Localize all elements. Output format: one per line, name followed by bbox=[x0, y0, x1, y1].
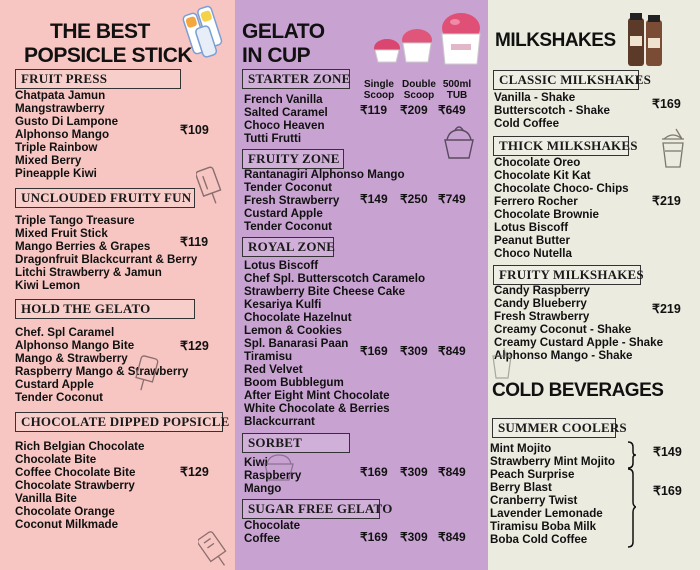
section-fruit-press: FRUIT PRESS bbox=[15, 69, 181, 89]
price-tub: ₹649 bbox=[438, 103, 466, 117]
price-single: ₹169 bbox=[360, 530, 388, 544]
list-item: Coffee Chocolate Bite bbox=[15, 466, 136, 479]
single-scoop-header: Single Scoop bbox=[363, 79, 395, 101]
list-item: Tutti Frutti bbox=[244, 132, 302, 145]
section-sugar-free-gelato: SUGAR FREE GELATO bbox=[242, 499, 380, 519]
list-item: Choco Nutella bbox=[494, 247, 572, 260]
section-unclouded-fruity-fun: UNCLOUDED FRUITY FUN bbox=[15, 188, 195, 208]
price-tub: ₹749 bbox=[438, 192, 466, 206]
cold-beverages-title: COLD BEVERAGES bbox=[492, 380, 664, 401]
list-item: Berry Blast bbox=[490, 481, 552, 494]
price-tub: ₹849 bbox=[438, 530, 466, 544]
sugar-free-list bbox=[244, 519, 300, 545]
fruity-milkshakes-list bbox=[494, 284, 663, 362]
section-fruity-zone: FRUITY ZONE bbox=[242, 149, 344, 169]
list-item: Tiramisu bbox=[244, 350, 293, 363]
list-item: Boba Cold Coffee bbox=[490, 533, 588, 546]
list-item: Cranberry Twist bbox=[490, 494, 578, 507]
list-item: Chatpata Jamun bbox=[15, 89, 106, 102]
list-item: Kiwi bbox=[244, 456, 268, 469]
list-item: Tender Coconut bbox=[15, 391, 104, 404]
drink-cup-outline-icon bbox=[490, 346, 514, 380]
gelato-column bbox=[235, 0, 488, 570]
popsicle-title-line2: POPSICLE STICK bbox=[24, 44, 193, 67]
price-single: ₹119 bbox=[360, 103, 387, 117]
section-starter-zone: STARTER ZONE bbox=[242, 69, 350, 89]
list-item: Creamy Custard Apple - Shake bbox=[494, 336, 664, 349]
list-item: Chocolate Hazelnut bbox=[244, 311, 352, 324]
list-item: Strawberry Mint Mojito bbox=[490, 455, 615, 468]
fruity-milkshakes-price: ₹219 bbox=[652, 302, 681, 316]
price-double: ₹209 bbox=[400, 103, 428, 117]
list-item: Choco Heaven bbox=[244, 119, 325, 132]
list-item: Lemon & Cookies bbox=[244, 324, 342, 337]
gelato-title-line1: GELATO bbox=[242, 20, 325, 43]
price-single: ₹169 bbox=[360, 465, 388, 479]
price-tub: ₹849 bbox=[438, 344, 466, 358]
thick-milkshakes-list bbox=[494, 156, 629, 260]
section-classic-milkshakes: CLASSIC MILKSHAKES bbox=[493, 70, 639, 90]
list-item: Coffee bbox=[244, 532, 281, 545]
section-fruity-milkshakes: FRUITY MILKSHAKES bbox=[493, 265, 641, 285]
list-item: Coconut Milkmade bbox=[15, 518, 119, 531]
bracket-icon bbox=[626, 441, 636, 469]
list-item: Mango Berries & Grapes bbox=[15, 240, 151, 253]
classic-milkshakes-price: ₹169 bbox=[652, 97, 681, 111]
gelato-title-line2: IN CUP bbox=[242, 44, 311, 67]
list-item: Ferrero Rocher bbox=[494, 195, 578, 208]
list-item: Chocolate Kit Kat bbox=[494, 169, 591, 182]
list-item: Rantanagiri Alphonso Mango bbox=[244, 168, 405, 181]
summer-coolers-price-1: ₹149 bbox=[653, 445, 682, 459]
list-item: Vanilla Bite bbox=[15, 492, 77, 505]
unclouded-fruity-fun-list bbox=[15, 214, 197, 292]
section-hold-the-gelato: HOLD THE GELATO bbox=[15, 299, 195, 319]
double-scoop-header: Double Scoop bbox=[402, 79, 436, 101]
milkshakes-column bbox=[488, 0, 700, 570]
section-sorbet: SORBET bbox=[242, 433, 350, 453]
list-item: Mangstrawberry bbox=[15, 102, 105, 115]
list-item: Fresh Strawberry bbox=[494, 310, 590, 323]
list-item: Alphonso Mango - Shake bbox=[494, 349, 633, 362]
chocolate-dipped-popsicle-price: ₹129 bbox=[180, 465, 209, 479]
list-item: Chocolate Orange bbox=[15, 505, 115, 518]
list-item: Creamy Coconut - Shake bbox=[494, 323, 632, 336]
list-item: Red Velvet bbox=[244, 363, 303, 376]
starter-zone-list bbox=[244, 93, 328, 145]
popsicle-column bbox=[0, 0, 235, 570]
classic-milkshakes-list bbox=[494, 91, 610, 130]
list-item: Alphonso Mango bbox=[15, 128, 110, 141]
list-item: Triple Tango Treasure bbox=[15, 214, 135, 227]
list-item: Alphonso Mango Bite bbox=[15, 339, 135, 352]
price-double: ₹309 bbox=[400, 465, 428, 479]
list-item: Tender Coconut bbox=[244, 220, 333, 233]
list-item: Candy Raspberry bbox=[494, 284, 591, 297]
list-item: Peach Surprise bbox=[490, 468, 575, 481]
popsicle-outline-icon bbox=[196, 164, 226, 210]
section-summer-coolers: SUMMER COOLERS bbox=[492, 418, 616, 438]
list-item: Lavender Lemonade bbox=[490, 507, 603, 520]
list-item: Chef Spl. Butterscotch Caramelo bbox=[244, 272, 426, 285]
section-thick-milkshakes: THICK MILKSHAKES bbox=[493, 136, 629, 156]
list-item: Custard Apple bbox=[244, 207, 323, 220]
list-item: Chocolate bbox=[244, 519, 301, 532]
popsicle-title-line1: THE BEST bbox=[50, 20, 150, 43]
list-item: Chocolate Choco- Chips bbox=[494, 182, 629, 195]
fruit-press-price: ₹109 bbox=[180, 123, 209, 137]
list-item: Triple Rainbow bbox=[15, 141, 98, 154]
list-item: Lotus Biscoff bbox=[244, 259, 319, 272]
hold-the-gelato-price: ₹129 bbox=[180, 339, 209, 353]
price-tub: ₹849 bbox=[438, 465, 466, 479]
summer-coolers-list-2 bbox=[490, 468, 603, 546]
tub-header: 500ml TUB bbox=[442, 79, 472, 101]
list-item: Kiwi Lemon bbox=[15, 279, 81, 292]
list-item: Raspberry Mango & Strawberry bbox=[15, 365, 189, 378]
price-double: ₹309 bbox=[400, 344, 428, 358]
bracket-icon bbox=[626, 468, 636, 548]
list-item: Chocolate Brownie bbox=[494, 208, 600, 221]
milkshake-bottles-image bbox=[624, 10, 668, 68]
hold-the-gelato-list bbox=[15, 326, 188, 404]
chocolate-dipped-popsicle-list bbox=[15, 440, 144, 531]
list-item: Tiramisu Boba Milk bbox=[490, 520, 597, 533]
list-item: Gusto Di Lampone bbox=[15, 115, 119, 128]
price-single: ₹149 bbox=[360, 192, 388, 206]
royal-zone-list bbox=[244, 259, 425, 428]
section-royal-zone: ROYAL ZONE bbox=[242, 237, 334, 257]
list-item: Fresh Strawberry bbox=[244, 194, 340, 207]
list-item: Pineapple Kiwi bbox=[15, 167, 97, 180]
list-item: Candy Blueberry bbox=[494, 297, 587, 310]
list-item: Tender Coconut bbox=[244, 181, 333, 194]
milkshake-cup-outline-icon bbox=[656, 127, 690, 169]
fruit-press-list bbox=[15, 89, 118, 180]
list-item: Mango bbox=[244, 482, 282, 495]
popsicle-pack-image bbox=[180, 5, 226, 59]
list-item: Mixed Berry bbox=[15, 154, 82, 167]
popsicle-outline-icon bbox=[198, 530, 232, 570]
list-item: Blackcurrant bbox=[244, 415, 315, 428]
unclouded-fruity-fun-price: ₹119 bbox=[180, 235, 209, 249]
list-item: Lotus Biscoff bbox=[494, 221, 569, 234]
list-item: Butterscotch - Shake bbox=[494, 104, 610, 117]
list-item: Strawberry Bite Cheese Cake bbox=[244, 285, 406, 298]
thick-milkshakes-price: ₹219 bbox=[652, 194, 681, 208]
list-item: Chef. Spl Caramel bbox=[15, 326, 115, 339]
milkshakes-title: MILKSHAKES bbox=[495, 30, 616, 51]
list-item: White Chocolate & Berries bbox=[244, 402, 390, 415]
list-item: French Vanilla bbox=[244, 93, 323, 106]
list-item: Mango & Strawberry bbox=[15, 352, 128, 365]
price-double: ₹250 bbox=[400, 192, 428, 206]
list-item: Chocolate Strawberry bbox=[15, 479, 135, 492]
gelato-cup-outline-icon bbox=[441, 124, 477, 162]
price-single: ₹169 bbox=[360, 344, 388, 358]
list-item: Peanut Butter bbox=[494, 234, 571, 247]
list-item: Mint Mojito bbox=[490, 442, 552, 455]
list-item: Cold Coffee bbox=[494, 117, 560, 130]
list-item: Spl. Banarasi Paan bbox=[244, 337, 349, 350]
list-item: Kesariya Kulfi bbox=[244, 298, 322, 311]
list-item: Rich Belgian Chocolate bbox=[15, 440, 145, 453]
list-item: Mixed Fruit Stick bbox=[15, 227, 108, 240]
gelato-cup-outline-icon bbox=[261, 450, 297, 484]
section-chocolate-dipped-popsicle: CHOCOLATE DIPPED POPSICLE bbox=[15, 412, 223, 432]
list-item: Chocolate Oreo bbox=[494, 156, 581, 169]
price-double: ₹309 bbox=[400, 530, 428, 544]
list-item: After Eight Mint Chocolate bbox=[244, 389, 390, 402]
list-item: Boom Bubblegum bbox=[244, 376, 344, 389]
summer-coolers-price-2: ₹169 bbox=[653, 484, 682, 498]
list-item: Litchi Strawberry & Jamun bbox=[15, 266, 162, 279]
list-item: Salted Caramel bbox=[244, 106, 328, 119]
gelato-cups-image bbox=[371, 10, 487, 66]
list-item: Chocolate Bite bbox=[15, 453, 97, 466]
list-item: Raspberry bbox=[244, 469, 302, 482]
summer-coolers-list-1 bbox=[490, 442, 615, 468]
list-item: Dragonfruit Blackcurrant & Berry bbox=[15, 253, 198, 266]
list-item: Vanilla - Shake bbox=[494, 91, 576, 104]
popsicle-outline-icon bbox=[132, 354, 160, 396]
list-item: Custard Apple bbox=[15, 378, 94, 391]
